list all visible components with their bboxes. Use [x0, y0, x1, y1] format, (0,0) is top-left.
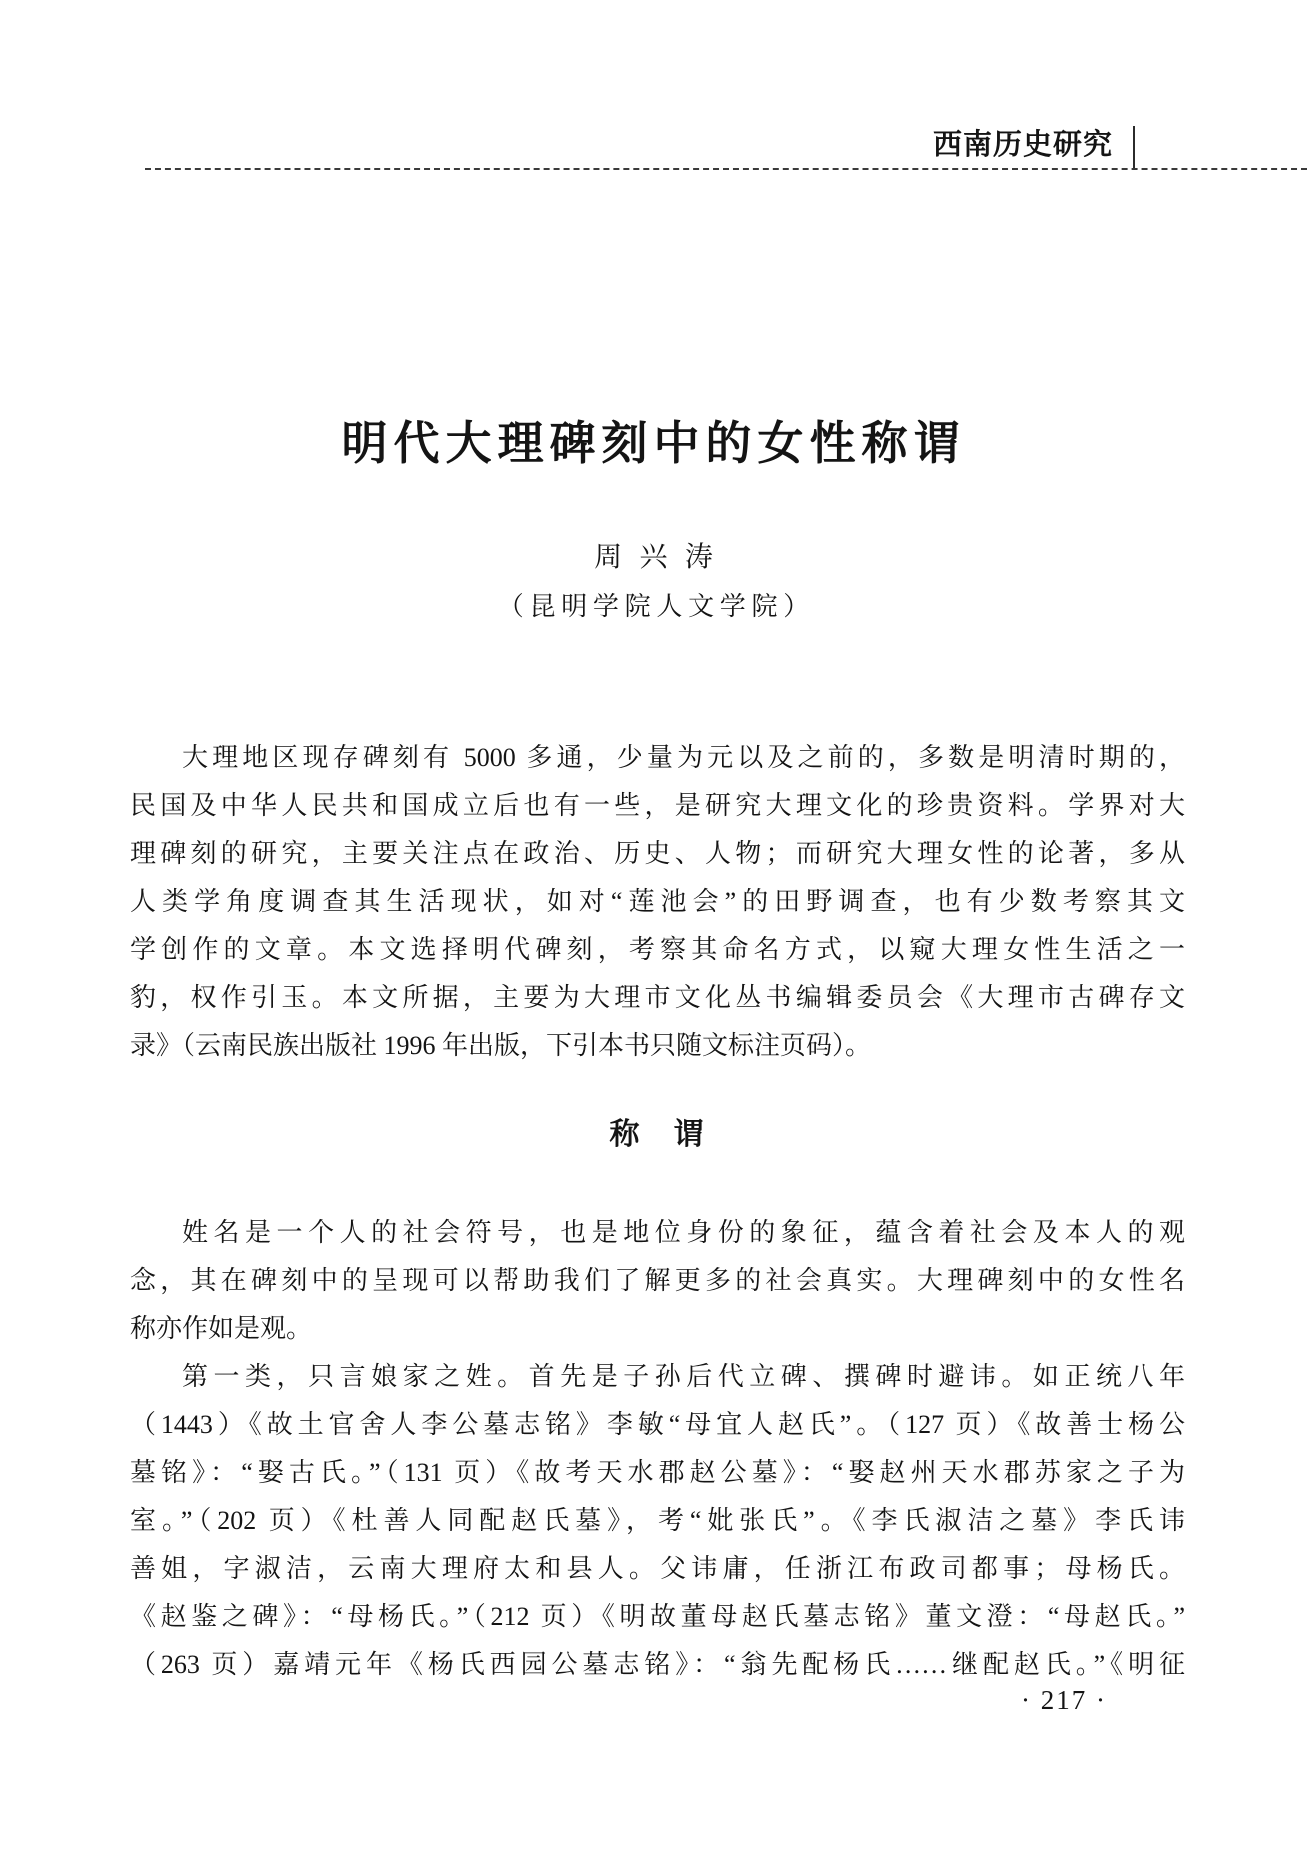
article-affiliation: （昆明学院人文学院）	[497, 592, 815, 621]
journal-title: 西南历史研究	[932, 129, 1113, 161]
body-line: （263 页）嘉靖元年《杨氏西园公墓志铭》：“翁先配杨氏……继配赵氏。”《明征	[130, 1650, 1185, 1679]
body-line: 念，其在碑刻中的呈现可以帮助我们了解更多的社会真实。大理碑刻中的女性名	[130, 1266, 1185, 1295]
article-title: 明代大理碑刻中的女性称谓	[341, 418, 966, 469]
body-line: 人类学角度调查其生活现状，如对“莲池会”的田野调查，也有少数考察其文	[130, 887, 1185, 916]
article-author: 周兴涛	[594, 542, 731, 573]
body-line: 理碑刻的研究，主要关注点在政治、历史、人物；而研究大理女性的论著，多从	[130, 839, 1185, 868]
body-line: 录》（云南民族出版社 1996 年出版，下引本书只随文标注页码）。	[130, 1031, 872, 1060]
body-line: （1443）《故土官舍人李公墓志铭》李敏“母宜人赵氏”。（127 页）《故善士杨公	[130, 1410, 1185, 1439]
paragraph-intro	[130, 734, 1185, 1070]
body-line: 墓铭》：“娶古氏。”（131 页）《故考天水郡赵公墓》：“娶赵州天水郡苏家之子为	[130, 1458, 1185, 1487]
body-line: 第一类，只言娘家之姓。首先是子孙后代立碑、撰碑时避讳。如正统八年	[182, 1362, 1185, 1391]
body-line: 《赵鉴之碑》：“母杨氏。”（212 页）《明故董母赵氏墓志铭》董文澄：“母赵氏。”	[130, 1602, 1185, 1631]
body-line: 称亦作如是观。	[130, 1314, 313, 1343]
body-line: 民国及中华人民共和国成立后也有一些，是研究大理文化的珍贵资料。学界对大	[130, 791, 1185, 820]
header-vertical-rule	[1133, 126, 1135, 170]
body-line: 学创作的文章。本文选择明代碑刻，考察其命名方式，以窥大理女性生活之一	[130, 935, 1185, 964]
body-line: 姓名是一个人的社会符号，也是地位身份的象征，蕴含着社会及本人的观	[182, 1218, 1185, 1247]
paragraph-names	[130, 1209, 1185, 1353]
body-line: 善姐，字淑洁，云南大理府太和县人。父讳庸，任浙江布政司都事；母杨氏。	[130, 1554, 1185, 1583]
paragraph-first-category	[130, 1353, 1185, 1689]
body-line: 室。”（202 页）《杜善人同配赵氏墓》，考“妣张氏”。《李氏淑洁之墓》李氏讳	[130, 1506, 1185, 1535]
page-number: · 217 ·	[1021, 1685, 1107, 1715]
header-dashed-rule	[145, 168, 1307, 170]
body-line: 豹，权作引玉。本文所据，主要为大理市文化丛书编辑委员会《大理市古碑存文	[130, 983, 1185, 1012]
article-body	[130, 734, 1185, 1689]
section-heading: 称 谓	[609, 1118, 706, 1151]
body-line: 大理地区现存碑刻有 5000 多通，少量为元以及之前的，多数是明清时期的，	[182, 743, 1185, 772]
